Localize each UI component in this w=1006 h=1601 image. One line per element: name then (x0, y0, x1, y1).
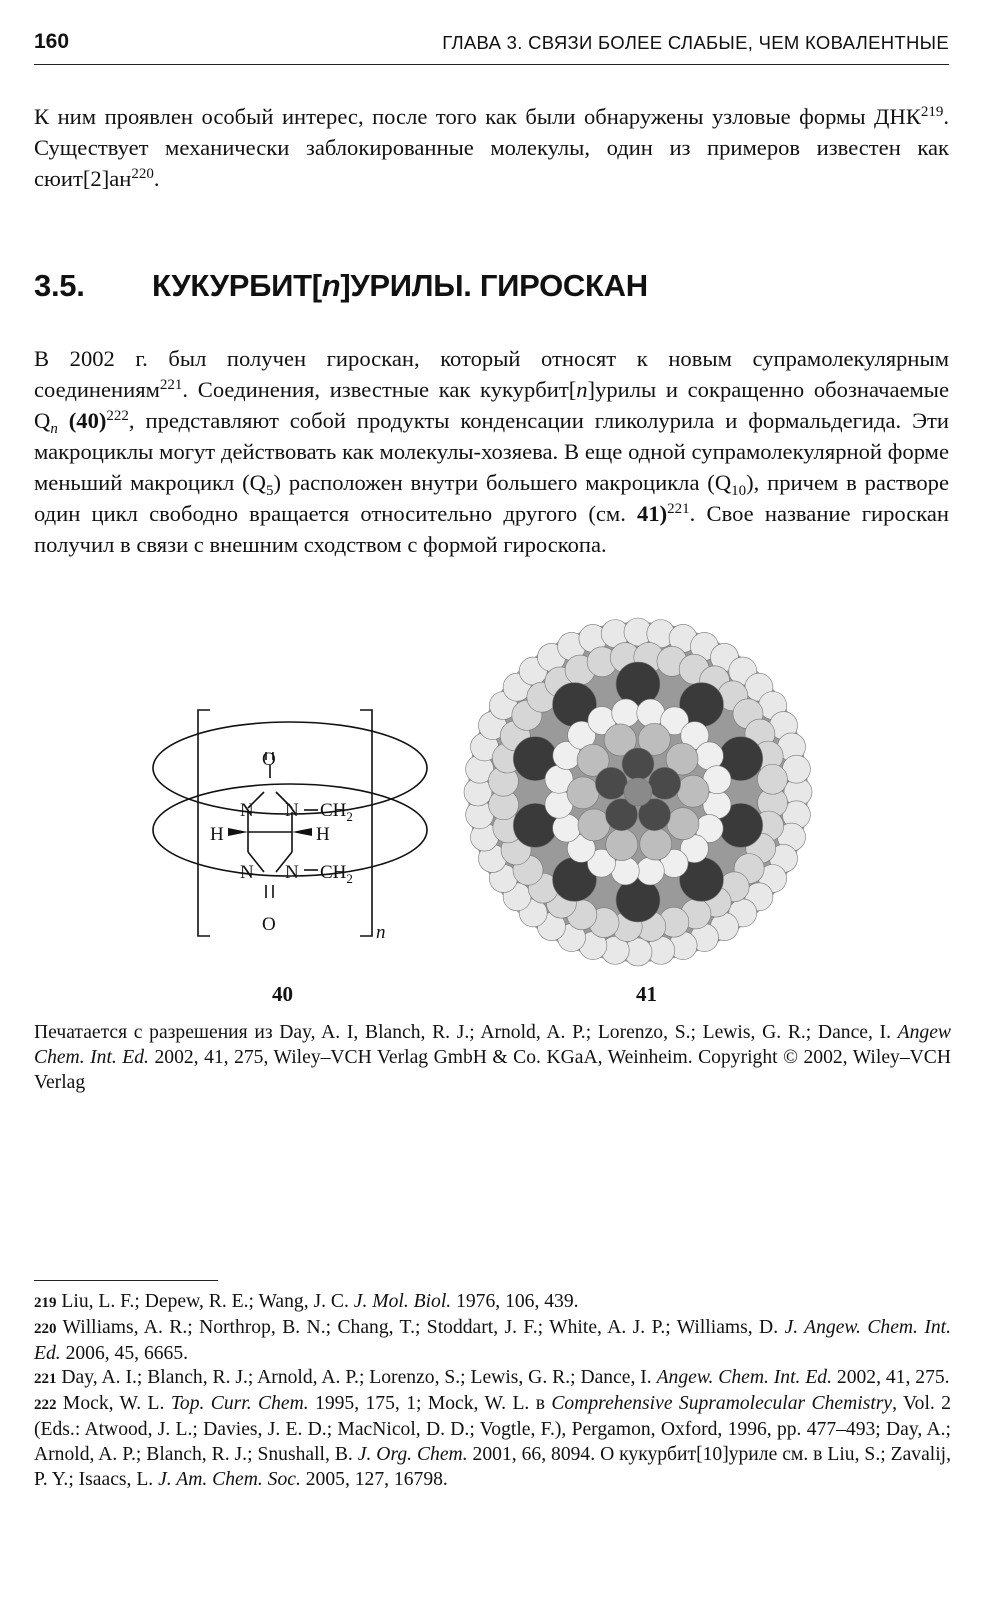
page-number: 160 (34, 30, 70, 53)
ref-219: 219 (920, 104, 944, 120)
right-bracket (360, 710, 372, 936)
atom-sphere (578, 809, 610, 841)
atom-n: N (285, 862, 299, 883)
section-heading (34, 268, 648, 304)
atom-n: N (240, 862, 254, 883)
atom-sphere (677, 775, 709, 807)
atom-sphere (595, 767, 627, 799)
figure-label-40: 40 (272, 982, 293, 1006)
structure-40-diagram (140, 700, 440, 950)
repeat-subscript-n: n (376, 922, 386, 943)
atom-o-top: O (262, 749, 276, 770)
atom-sphere (649, 767, 681, 799)
header-rule (34, 64, 949, 65)
atom-sphere (624, 778, 652, 806)
atom-sphere (640, 828, 672, 860)
body-paragraph: В 2002 г. был получен гироскан, который относят к новым супрамолекулярным соединениям$^{221}$. Соединения, известные как кукурбит[n]урилы и сокращенно обозначаемые $Q_n$ $(40)^{222}$, представляют собой продукты конденсации гликолурила и формальдегида. Эти макроциклы могут действовать как молекулы-хозяева. В еще одной супрамолекулярной форме меньший макроцикл $(Q_5)$ расположен внутри большего макроцикла $(Q_{10})$, причем в растворе один цикл свободно вращается относительно другого (см. 41)$^{221}$. Свое название гироскан получил в связи с внешним сходством с формой гироскопа. (34, 346, 950, 557)
wedge-left (228, 828, 248, 836)
section-number: 3.5. (34, 268, 85, 303)
group-ch2: $CH_2$ (320, 800, 353, 824)
figure-caption: Печатается с разрешения из Day, A. I, Blanch, R. J.; Arnold, A. P.; Lorenzo, S.; Lewis, G. R.; Dance, I. Angew Chem. Int. Ed. 2002, 41, 275, Wiley–VCH Verlag GmbH & Co. KGaA, Weinheim. Copyright © 2002, Wiley–VCH Verlag (34, 1022, 951, 1093)
footnote-222: 222 Mock, W. L. Top. Curr. Chem. 1995, 175, 1; Mock, W. L. в Comprehensive Supramolecular Chemistry, Vol. 2 (Eds.: Atwood, J. L.; Davies, J. E. D.; MacNicol, D. D.; Vogtle, F.), Pergamon, Oxford, 1996, pp. 477–493; Day, A.; Arnold, A. P.; Blanch, R. J.; Snushall, B. J. Org. Chem. 2001, 66, 8094. О кукурбит[10]уриле см. в Liu, S.; Zavalij, P. Y.; Isaacs, L. J. Am. Chem. Soc. 2005, 127, 16798. (34, 1393, 952, 1490)
atom-n: N (285, 800, 299, 821)
group-ch2: $CH_2$ (320, 862, 353, 886)
atom-sphere (622, 748, 654, 780)
atom-sphere (612, 699, 640, 727)
atom-sphere (667, 808, 699, 840)
atom-n: N (240, 800, 254, 821)
atom-sphere (757, 764, 787, 794)
atom-h: H (210, 824, 224, 845)
footnote-rule (34, 1280, 218, 1281)
ref-220: 220 (131, 166, 154, 182)
footnote-220: 220 Williams, A. R.; Northrop, B. N.; Chang, T.; Stoddart, J. F.; White, A. J. P.; Williams, D. J. Angew. Chem. Int. Ed. 2006, 45, 6665. (34, 1316, 952, 1364)
atom-sphere (606, 829, 638, 861)
atom-sphere (567, 777, 599, 809)
footnotes (34, 1290, 951, 1492)
intro-paragraph: К ним проявлен особый интерес, после того как были обнаружены узловые формы ДНК$^{219}$. Существует механически заблокированные молекулы, один из примеров известен как $сюит[2]ан^{220}$. (34, 104, 949, 191)
section-title: КУКУРБИТ[n]УРИЛЫ. ГИРОСКАН (152, 268, 648, 303)
atom-h: H (316, 824, 330, 845)
atom-sphere (636, 857, 664, 885)
atom-o-bottom: O (262, 914, 276, 935)
wedge-right (292, 828, 312, 836)
figure-label-41: 41 (636, 982, 657, 1006)
space-filling-model-41 (448, 612, 824, 972)
footnote-221: 221 Day, A. I.; Blanch, R. J.; Arnold, A. P.; Lorenzo, S.; Lewis, G. R.; Dance, I. Angew. Chem. Int. Ed. 2002, 41, 275. (34, 1367, 950, 1389)
running-head: ГЛАВА 3. СВЯЗИ БОЛЕЕ СЛАБЫЕ, ЧЕМ КОВАЛЕНТНЫЕ (442, 32, 949, 53)
left-bracket (198, 710, 210, 936)
footnote-219: 219 Liu, L. F.; Depew, R. E.; Wang, J. C. J. Mol. Biol. 1976, 106, 439. (34, 1291, 579, 1312)
